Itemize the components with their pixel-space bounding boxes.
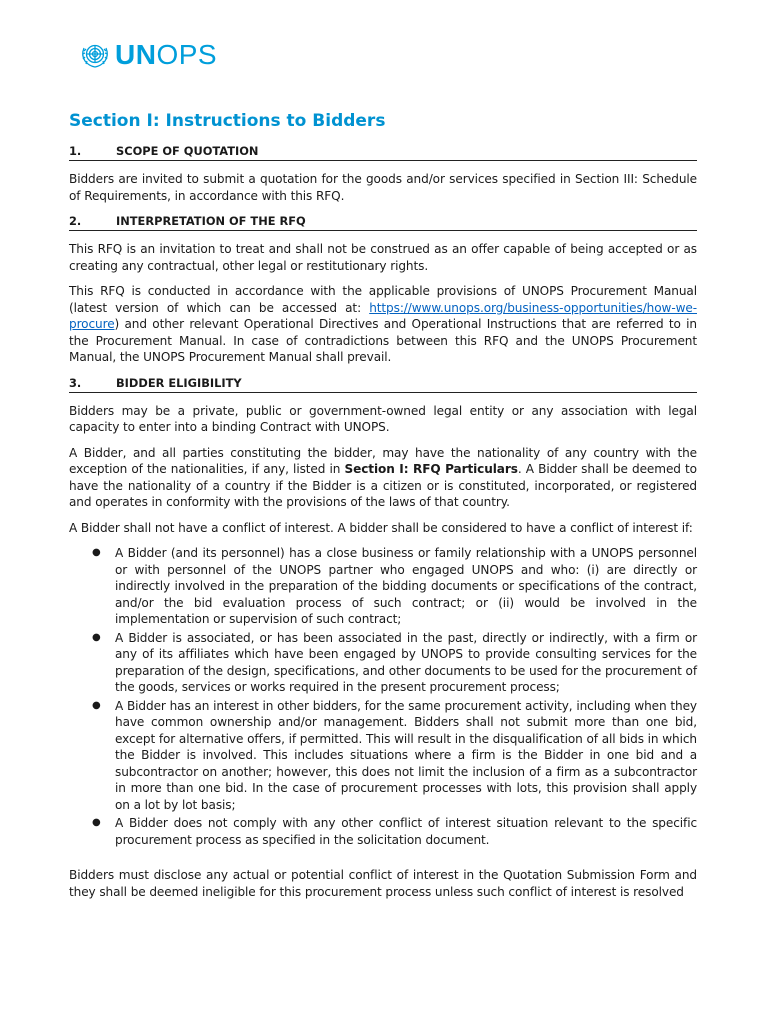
unops-logo: [80, 40, 217, 70]
heading-number: 2.: [69, 214, 82, 228]
logo-wordmark: [115, 40, 217, 70]
text-span: . A Bidder shall be deemed to have the nationality of a country if the Bidder is a citizen or is constituted, incorporated, or registered and operates in conformity with the provisions of the laws of that country.: [69, 462, 697, 509]
un-emblem-icon: [80, 40, 110, 70]
bullet-icon: ●: [92, 631, 101, 643]
list-item-text: A Bidder does not comply with any other conflict of interest situation relevant to the specific procurement process as specified in the solicitation document.: [115, 816, 697, 847]
list-item: [69, 545, 697, 628]
bullet-icon: ●: [92, 817, 101, 828]
paragraph: This RFQ is an invitation to treat and shall not be construed as an offer capable of being accepted or as creating any contractual, other legal or restitutionary rights.: [69, 242, 697, 273]
paragraph: Bidders may be a private, public or government-owned legal entity or any association with legal capacity to enter into a binding Contract with UNOPS.: [69, 403, 697, 434]
paragraph-disclosure: Bidders must disclose any actual or potential conflict of interest in the Quotation Submission Form and they shall be deemed ineligible for this procurement process unless such conflict of interest is resolved: [69, 868, 697, 899]
bullet-icon: ●: [92, 699, 101, 711]
document-body: [69, 110, 697, 909]
logo-wordmark-bold: UN: [115, 39, 157, 70]
heading-number: 3.: [69, 375, 82, 390]
list-item: [69, 815, 697, 848]
list-item: [69, 630, 697, 696]
list-item-text: A Bidder has an interest in other bidders, for the same procurement activity, including when they have common ownership and/or management. Bidders shall not submit more than one bid, except for alternative offers, if permitted. This will result in the disqualification of all bids in which the Bidder is involved. This includes situations where a firm is the Bidder in one bid and a subcontractor on another; however, this does not limit the inclusion of a firm as a subcontractor in more than one bid. In the case of procurement processes with lots, this provision shall apply on a lot by lot basis;: [115, 698, 697, 812]
heading-interpretation-of-rfq: [69, 213, 697, 231]
list-item-text: A Bidder is associated, or has been associated in the past, directly or indirectly, with a firm or any of its affiliates which have been engaged by UNOPS to provide consulting services for the preparation of the design, specifications, and other documents to be used for the procurement of the goods, services or works required in the present procurement process;: [115, 630, 697, 694]
paragraph: Bidders are invited to submit a quotation for the goods and/or services specified in Section III: Schedule of Requirements, in accordance with this RFQ.: [69, 172, 697, 203]
conflict-of-interest-list: [69, 545, 697, 848]
list-item: [69, 698, 697, 814]
heading-text: SCOPE OF QUOTATION: [116, 144, 259, 158]
bullet-icon: ●: [92, 547, 101, 558]
section-title: Section I: Instructions to Bidders: [69, 111, 386, 131]
procurement-manual-link[interactable]: https://www.unops.org/business-opportunities/how-we-procure: [69, 300, 697, 331]
paragraph: A Bidder shall not have a conflict of interest. A bidder shall be considered to have a conflict of interest if:: [69, 520, 693, 535]
logo-wordmark-light: OPS: [156, 39, 218, 70]
list-item-text: A Bidder (and its personnel) has a close business or family relationship with a UNOPS personnel or with personnel of the UNOPS partner who engaged UNOPS and who: (i) are directly or indirectly involved in the preparation of the bidding documents or specifications of the contract, and/or the bid evaluation process of such contract; or (ii) would be involved in the implementation or supervision of such contract;: [115, 546, 697, 626]
bold-reference: Section I: RFQ Particulars: [344, 462, 518, 476]
paragraph-nationality: [69, 445, 697, 511]
heading-text: BIDDER ELIGIBILITY: [116, 375, 242, 390]
heading-number: 1.: [69, 144, 82, 158]
text-span: A Bidder, and all parties constituting the bidder, may have the nationality of any country with the exception of the nationalities, if any, listed in: [69, 445, 697, 476]
text-span: ) and other relevant Operational Directives and Operational Instructions that are referred to in the Procurement Manual. In case of contradictions between this RFQ and the UNOPS Procurement Manual, the UNOPS Procurement Manual shall prevail.: [69, 317, 697, 364]
heading-scope-of-quotation: [69, 143, 697, 161]
heading-bidder-eligibility: [69, 375, 697, 393]
paragraph-procurement-manual: [69, 283, 697, 366]
text-span: This RFQ is conducted in accordance with the applicable provisions of UNOPS Procurement Manual (latest version of which can be accessed at:: [69, 284, 697, 315]
heading-text: INTERPRETATION OF THE RFQ: [116, 214, 306, 228]
